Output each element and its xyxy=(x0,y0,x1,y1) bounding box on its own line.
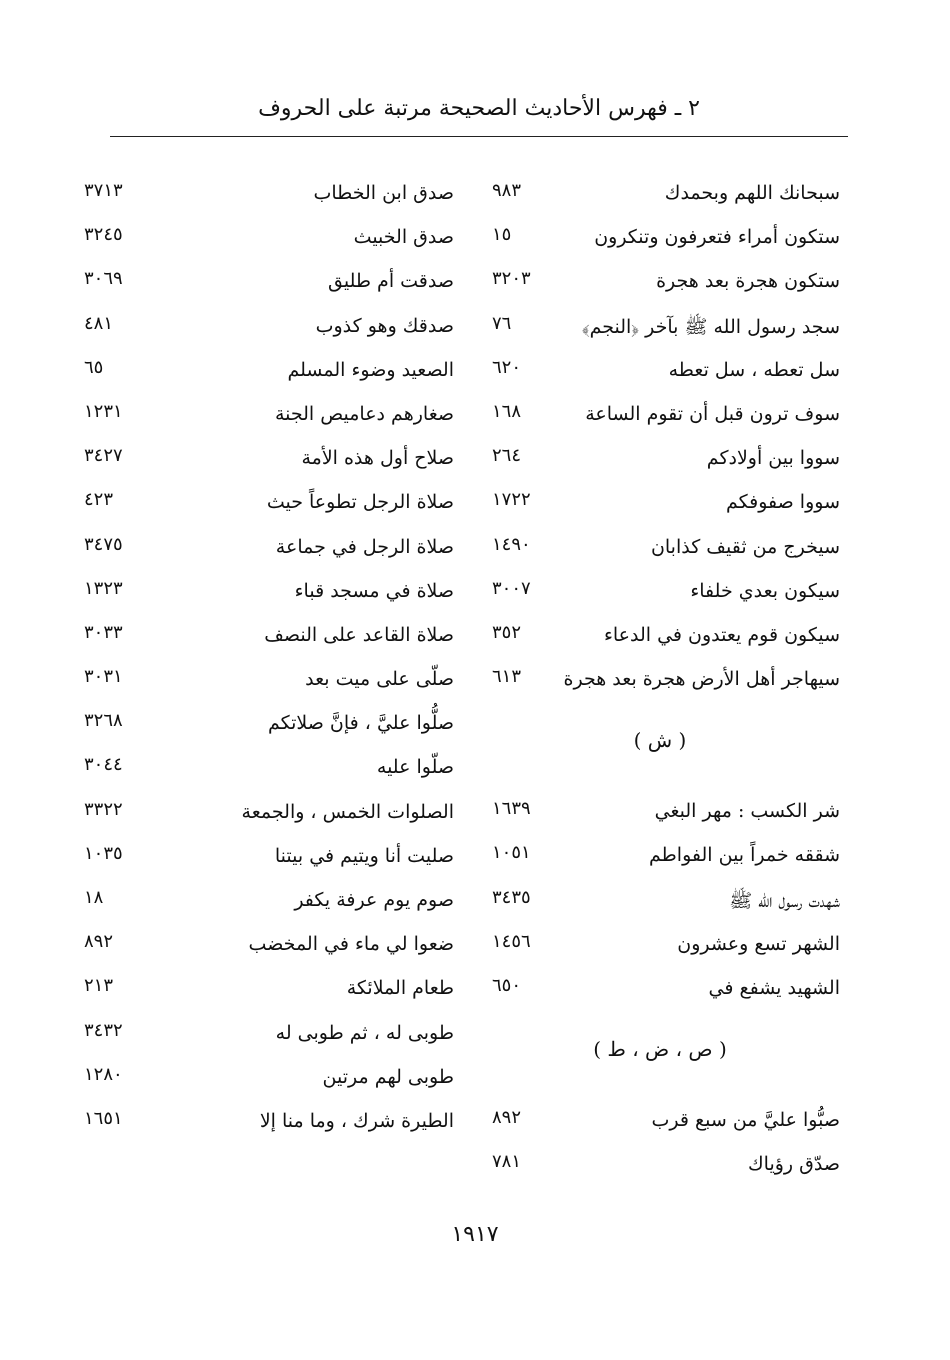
hadith-number: ٣٧١٣ xyxy=(84,180,123,201)
hadith-text: طوبى لهم مرتين xyxy=(322,1065,454,1088)
hadith-number: ١٠٣٥ xyxy=(84,842,123,864)
index-entry xyxy=(80,931,470,975)
index-entry xyxy=(80,843,470,887)
hadith-number: ٨٩٢ xyxy=(492,1107,522,1129)
index-entry xyxy=(80,445,470,489)
hadith-number: ١٢٣١ xyxy=(84,400,123,422)
hadith-text: صلُّوا عليَّ ، فإنَّ صلاتكم xyxy=(268,712,454,735)
hadith-number: ٢٦٤ xyxy=(492,445,522,467)
hadith-number: ٦٥ xyxy=(84,356,104,378)
index-entry xyxy=(80,534,470,578)
index-entry xyxy=(80,401,470,445)
index-entry xyxy=(80,1064,470,1108)
hadith-text: سووا بين أولادكم xyxy=(706,447,840,470)
hadith-text: صدقك وهو كذوب xyxy=(315,314,454,337)
entry-group-left xyxy=(80,180,470,1152)
index-entry xyxy=(80,1108,470,1152)
hadith-number: ٣٢٦٨ xyxy=(84,710,123,732)
index-entry xyxy=(80,666,470,710)
index-entry xyxy=(470,666,850,710)
hadith-text: سل تعطه ، سل تعطه xyxy=(668,358,840,381)
hadith-number: ١٣٢٣ xyxy=(84,577,123,599)
index-entry xyxy=(470,489,850,533)
section-heading-shin xyxy=(470,710,850,798)
hadith-number: ٣٠٣١ xyxy=(84,666,123,688)
hadith-text: الصلوات الخمس ، والجمعة xyxy=(241,800,454,823)
hadith-text: صدق الخبيث xyxy=(353,226,454,249)
hadith-text: صغارهم دعاميص الجنة xyxy=(274,402,454,425)
hadith-text: سجد رسول الله ﷺ بآخر ﴿النجم﴾ xyxy=(581,315,840,338)
hadith-text: صلاة القاعد على النصف xyxy=(264,623,454,646)
index-entry xyxy=(470,224,850,268)
index-entry xyxy=(470,401,850,445)
hadith-text: صدّق رؤياك xyxy=(748,1153,840,1176)
index-entry xyxy=(470,445,850,489)
hadith-text: شهدت رسول الله ﷺ xyxy=(729,889,840,912)
hadith-text: صلّى على ميت بعد xyxy=(305,668,454,691)
hadith-number: ٣٤٧٥ xyxy=(84,533,123,555)
index-entry xyxy=(470,268,850,312)
hadith-text: سبحانك اللهم وبحمدك xyxy=(664,182,840,204)
hadith-text: طعام الملائكة xyxy=(346,977,454,1000)
hadith-text: صلاة الرجل في جماعة xyxy=(275,535,454,558)
hadith-text: سيكون قوم يعتدون في الدعاء xyxy=(603,623,840,646)
hadith-number: ٣٠٤٤ xyxy=(84,754,123,776)
hadith-number: ٦٢٠ xyxy=(492,356,522,378)
index-entry xyxy=(470,887,850,931)
hadith-text: شققه خمراً بين الفواطم xyxy=(649,844,840,867)
index-entry xyxy=(80,224,470,268)
entry-group-shin xyxy=(470,798,850,1019)
hadith-text: سيهاجر أهل الأرض هجرة بعد هجرة xyxy=(563,668,840,691)
hadith-text: صلاح أول هذه الأمة xyxy=(301,447,454,470)
hadith-text: سوف ترون قبل أن تقوم الساعة xyxy=(585,402,840,425)
hadith-number: ٣٥٢ xyxy=(492,621,522,643)
index-entry xyxy=(470,1107,850,1151)
hadith-text: الصعيد وضوء المسلم xyxy=(287,358,454,381)
hadith-text: طوبى له ، ثم طوبى له xyxy=(275,1021,454,1044)
hadith-text: سووا صفوفكم xyxy=(725,491,840,514)
hadith-number: ٣٤٢٧ xyxy=(84,445,123,467)
index-entry xyxy=(470,622,850,666)
hadith-text: الشهر تسع وعشرون xyxy=(677,932,840,955)
hadith-number: ٤٢٣ xyxy=(84,489,114,511)
hadith-text: صلاة في مسجد قباء xyxy=(294,579,454,602)
section-heading-label: ( ش ) xyxy=(633,728,687,753)
index-entry xyxy=(470,578,850,622)
hadith-text: ستكون أمراء فتعرفون وتنكرون xyxy=(594,226,840,249)
index-column-left xyxy=(80,180,470,1152)
index-entry xyxy=(470,931,850,975)
index-entry xyxy=(80,180,470,224)
hadith-number: ١٤٩٠ xyxy=(492,533,531,555)
hadith-number: ٧٨١ xyxy=(492,1151,522,1173)
index-entry xyxy=(470,798,850,842)
hadith-number: ٢١٣ xyxy=(84,975,114,997)
hadith-number: ٩٨٣ xyxy=(492,180,522,201)
index-entry xyxy=(80,799,470,843)
header-rule xyxy=(110,136,848,137)
hadith-number: ١٥ xyxy=(492,224,512,246)
hadith-number: ٤٨١ xyxy=(84,312,114,334)
hadith-number: ٣٠٠٧ xyxy=(492,577,531,599)
index-entry xyxy=(470,1151,850,1195)
hadith-text: الشهيد يشفع في xyxy=(708,977,840,999)
index-entry xyxy=(80,1020,470,1064)
index-entry xyxy=(470,313,850,357)
hadith-number: ١٠٥١ xyxy=(492,842,531,864)
section-heading-label: ( ص ، ض ، ط ) xyxy=(593,1037,727,1062)
index-entry xyxy=(80,754,470,798)
hadith-number: ١٦٨ xyxy=(492,400,522,422)
entry-group-sad xyxy=(470,1107,850,1195)
index-entry xyxy=(80,975,470,1019)
hadith-number: ٣٤٣٢ xyxy=(84,1019,123,1041)
hadith-number: ١٦٥١ xyxy=(84,1107,123,1129)
hadith-text: صوم يوم عرفة يكفر xyxy=(294,889,454,911)
hadith-number: ٧٦ xyxy=(492,312,512,334)
index-entry xyxy=(470,357,850,401)
index-entry xyxy=(80,622,470,666)
hadith-text: سيخرج من ثقيف كذابان xyxy=(650,535,840,558)
hadith-text: صدقت أم طليق xyxy=(328,270,454,293)
hadith-number: ١٧٢٢ xyxy=(492,489,531,511)
hadith-number: ٣٤٣٥ xyxy=(492,886,531,908)
index-entry xyxy=(80,357,470,401)
page-number: ١٩١٧ xyxy=(451,1222,499,1247)
hadith-text: صدق ابن الخطاب xyxy=(313,182,454,204)
hadith-text: سيكون بعدي خلفاء xyxy=(690,579,840,602)
hadith-number: ٣٠٣٣ xyxy=(84,621,123,643)
hadith-number: ٣٣٢٢ xyxy=(84,798,123,820)
hadith-text: الطيرة شرك ، وما منا إلا xyxy=(259,1109,454,1132)
hadith-number: ١٢٨٠ xyxy=(84,1063,123,1085)
index-entry xyxy=(470,534,850,578)
hadith-number: ٦٥٠ xyxy=(492,975,522,996)
hadith-text: صلّوا عليه xyxy=(376,756,454,779)
index-entry xyxy=(80,268,470,312)
index-entry xyxy=(470,842,850,886)
hadith-number: ١٦٣٩ xyxy=(492,798,531,820)
hadith-number: ٣٢٠٣ xyxy=(492,268,531,290)
hadith-number: ١٨ xyxy=(84,887,104,908)
index-entry xyxy=(80,578,470,622)
hadith-text: شر الكسب : مهر البغي xyxy=(654,800,840,823)
hadith-text: صبُّوا عليَّ من سبع قرب xyxy=(651,1109,840,1132)
section-heading-sad-dad-ta xyxy=(470,1019,850,1107)
index-entry xyxy=(80,313,470,357)
hadith-text: ضعوا لي ماء في المخضب xyxy=(248,933,454,956)
index-entry xyxy=(470,180,850,224)
index-entry xyxy=(80,887,470,931)
hadith-number: ٣٠٦٩ xyxy=(84,268,123,290)
running-head-title: ٢ ـ فهرس الأحاديث الصحيحة مرتبة على الحروف xyxy=(258,96,700,121)
hadith-number: ٣٢٤٥ xyxy=(84,224,123,246)
hadith-text: صلاة الرجل تطوعاً حيث xyxy=(266,491,454,514)
index-column-right xyxy=(470,180,850,1196)
index-entry xyxy=(80,489,470,533)
hadith-number: ٨٩٢ xyxy=(84,931,114,953)
hadith-number: ١٤٥٦ xyxy=(492,930,531,952)
index-entry xyxy=(80,710,470,754)
hadith-text: صليت أنا ويتيم في بيتنا xyxy=(274,844,454,867)
index-entry xyxy=(470,975,850,1019)
hadith-text: ستكون هجرة بعد هجرة xyxy=(656,270,840,293)
hadith-number: ٦١٣ xyxy=(492,666,522,688)
entry-group-seen xyxy=(470,180,850,710)
